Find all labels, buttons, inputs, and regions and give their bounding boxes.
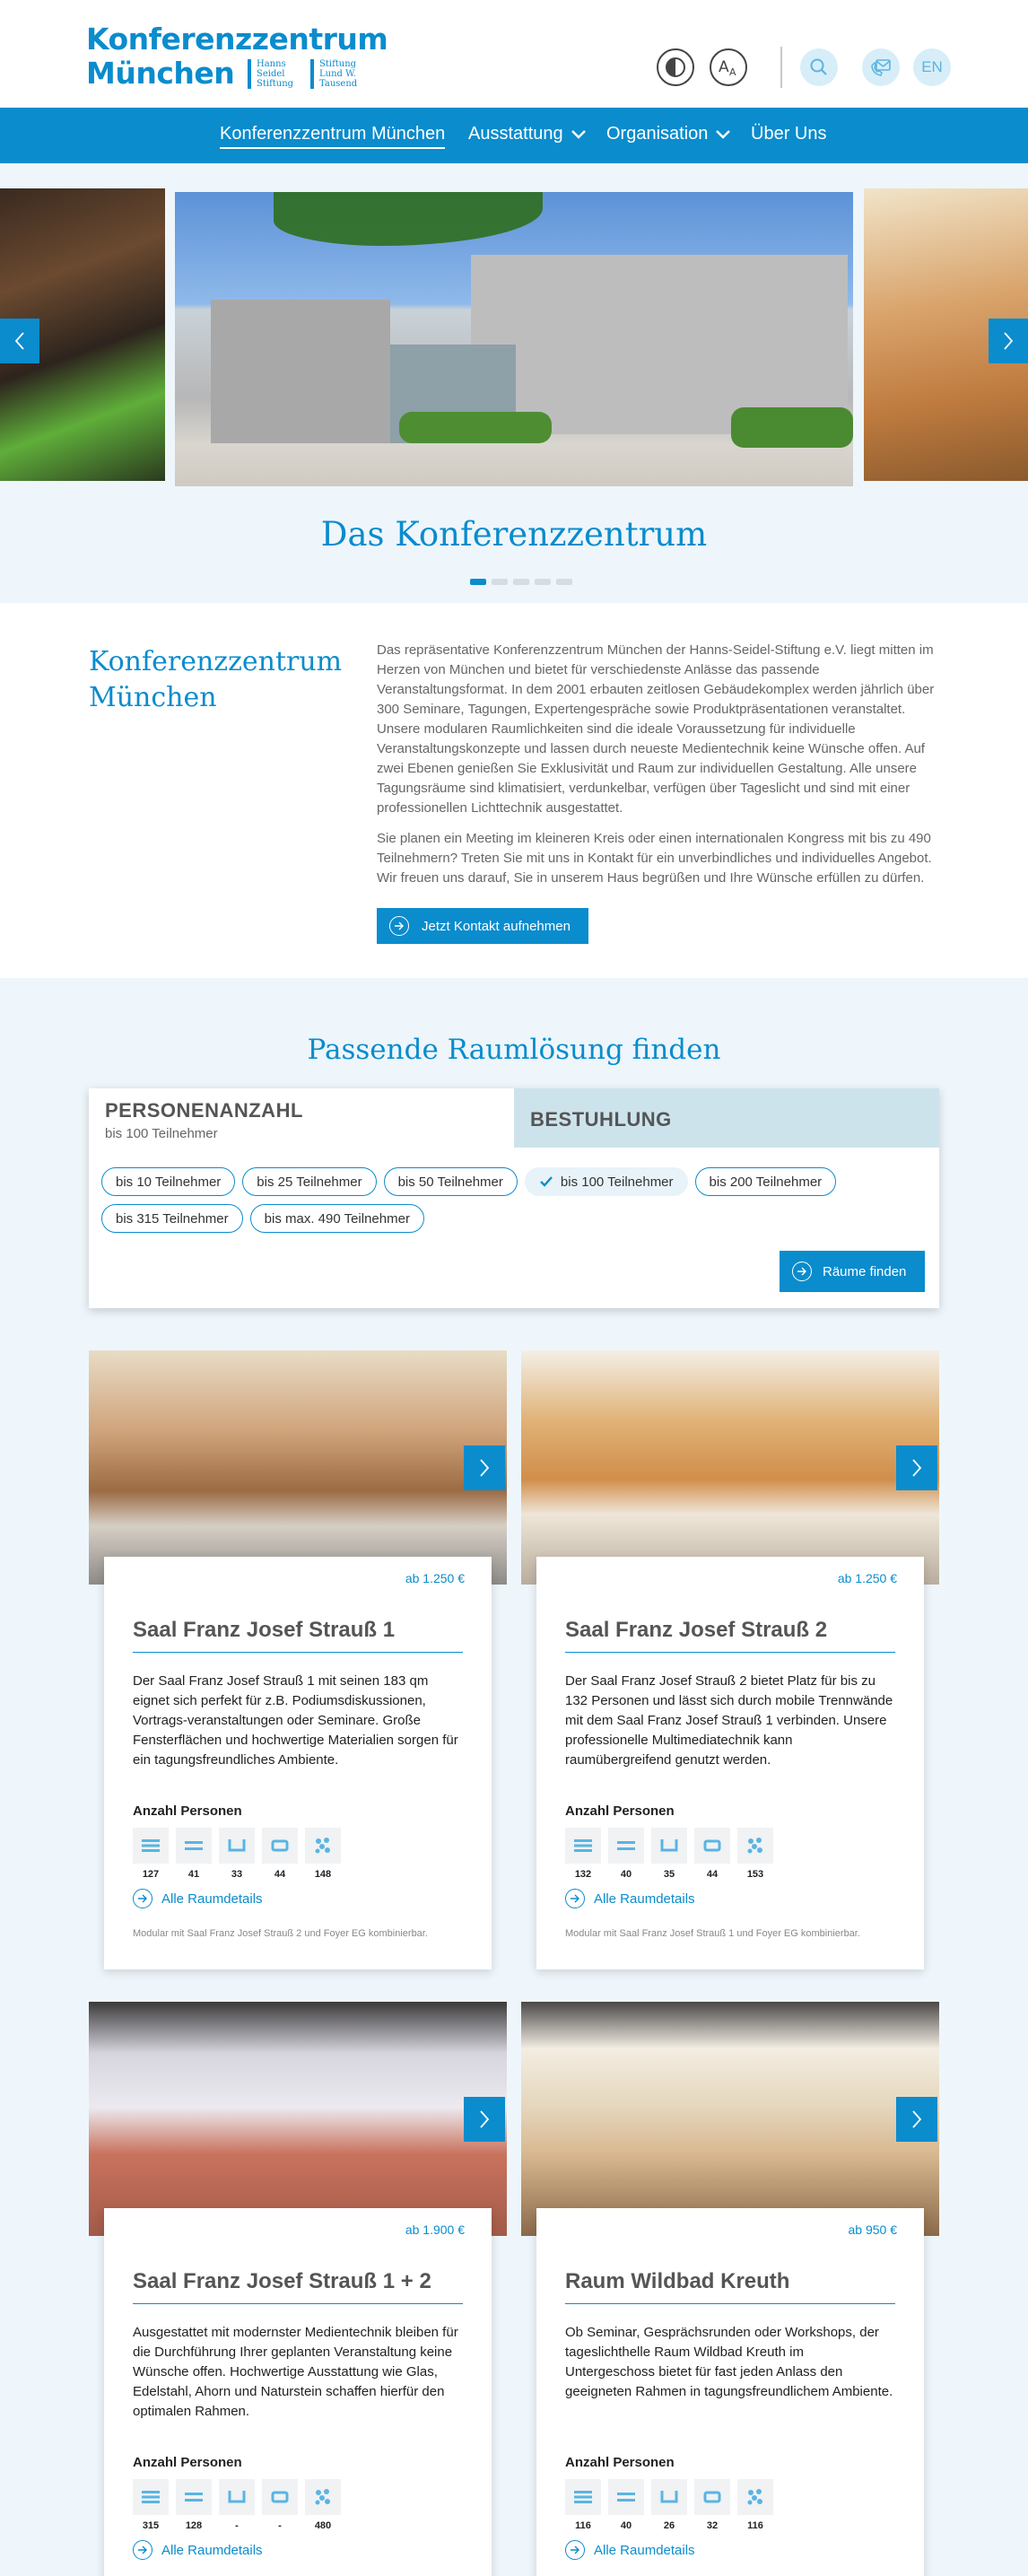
seat-count: 116 <box>575 2520 591 2531</box>
seat-option <box>565 2479 601 2531</box>
room-description: Ausgestattet mit modernster Medientechnik bleiben für die Durchführung Ihrer geplanten Veranstaltung keine Wünsche offen. Hochwertige Ausstattung wie Glas, Edelstahl, Ahorn und Naturstein schaffen hierfür den optimalen Rahmen. <box>133 2325 458 2419</box>
slider-dot[interactable] <box>470 579 486 585</box>
classroom-seating-icon <box>608 2479 644 2515</box>
room-image-next-button[interactable] <box>464 2097 505 2142</box>
search-icon <box>809 57 829 77</box>
room-name[interactable]: Saal Franz Josef Strauß 2 <box>565 1618 895 1653</box>
seat-count: 35 <box>663 1869 675 1880</box>
persons-label: Anzahl Personen <box>133 1803 242 1819</box>
intro-paragraph-2: Sie planen ein Meeting im kleineren Kreis oder einen internationalen Kongress mit bis zu 490 Teilnehmern? Treten Sie mit uns in Kontakt für ein unverbindliches und individuelles Angebot. Wir freuen uns darauf, Sie in unserem Haus begrüßen und Ihre Wünsche erfüllen zu dürfen. <box>377 831 932 886</box>
seat-option <box>133 2479 169 2531</box>
seat-option <box>565 1828 601 1880</box>
classroom-seating-icon <box>608 1828 644 1864</box>
room-image[interactable] <box>89 1350 507 1585</box>
seat-option <box>305 2479 341 2531</box>
nav-item-ausstattung[interactable] <box>468 124 587 144</box>
nav-label: Ausstattung <box>468 124 563 144</box>
seat-option <box>608 1828 644 1880</box>
room-price: ab 950 € <box>848 2222 897 2237</box>
finder-title: Passende Raumlösung finden <box>307 1034 721 1066</box>
block-seating-icon <box>262 1828 298 1864</box>
room-finder-panel <box>89 1088 939 1308</box>
slider-next-button[interactable] <box>989 319 1028 363</box>
banquet-seating-icon <box>305 1828 341 1864</box>
chevron-left-icon <box>13 331 26 351</box>
slider-dot[interactable] <box>535 579 551 585</box>
chevron-right-icon <box>478 1458 491 1478</box>
intro-paragraph-1: Das repräsentative Konferenzzentrum München der Hanns-Seidel-Stiftung e.V. liegt mitten im Herzen von München und bietet für verschiedenste Anlässe das passende Veranstaltungsformat. In dem 2001 erbauten zeitlosen Gebäudekomplex werden jährlich über 300 Seminare, Tagungen, Expertengespräche sowie Produktpräsentationen veranstaltet. Unsere modularen Raumlichkeiten sind die ideale Voraussetzung für individuelle Veranstaltungskonzepte und lassen durch neueste Medientechnik keine Wünsche offen. Auf zwei Ebenen genießen Sie Exklusivität und Raum zur individuellen Gestaltung. Alle unsere Tagungsräume sind klimatisiert, verdunkelbar, verfügen über Tageslicht und sind mit einer professionellen Lichttechnik ausgestattet. <box>377 642 935 816</box>
arrow-right-circle-icon <box>792 1262 812 1281</box>
seating-options <box>565 2479 773 2531</box>
nav-item-konferenzzentrum[interactable] <box>220 124 445 149</box>
slide-image-current <box>175 192 853 486</box>
nav-item-ueber-uns[interactable] <box>751 124 826 144</box>
font-size-icon <box>717 57 740 78</box>
contrast-button[interactable] <box>657 48 694 86</box>
intro-title: Konferenzzentrum München <box>89 646 343 713</box>
language-button[interactable]: EN <box>913 48 951 86</box>
persons-label: Anzahl Personen <box>565 2455 675 2470</box>
tab-personenanzahl-label: PERSONENANZAHL <box>105 1099 303 1122</box>
room-card <box>104 1557 492 1969</box>
room-description: Der Saal Franz Josef Strauß 1 mit seinen 183 qm eignet sich perfekt für z.B. Podiumsdiskussionen, Vortrags-veranstaltungen oder Seminare. Große Fensterflächen und hochwertige Materialien sorgen für ein tagungsfreundliches Ambiente. <box>133 1673 458 1768</box>
cta-label: Jetzt Kontakt aufnehmen <box>422 918 571 934</box>
seat-count: 116 <box>747 2520 763 2531</box>
arrow-right-circle-icon <box>565 2540 585 2560</box>
seat-option <box>694 1828 730 1880</box>
seat-count: 480 <box>314 2520 332 2531</box>
seat-count: 40 <box>620 1869 632 1880</box>
parliament-seating-icon <box>133 1828 169 1864</box>
chevron-right-icon <box>910 2109 923 2129</box>
room-name[interactable]: Saal Franz Josef Strauß 1 + 2 <box>133 2269 463 2304</box>
u-shape-seating-icon <box>219 1828 255 1864</box>
option-chip-selected[interactable] <box>525 1167 688 1196</box>
room-note: Modular mit Saal Franz Josef Strauß 2 und Foyer EG kombinierbar. <box>133 1928 428 1939</box>
slider-dot[interactable] <box>492 579 508 585</box>
seat-option <box>133 1828 169 1880</box>
main-navigation <box>0 108 1028 163</box>
seat-count: - <box>235 2520 239 2531</box>
room-details-link[interactable] <box>133 2540 263 2560</box>
site-header <box>0 0 1028 108</box>
parliament-seating-icon <box>565 2479 601 2515</box>
room-details-link[interactable] <box>133 1889 263 1908</box>
room-details-label: Alle Raumdetails <box>161 2542 263 2558</box>
classroom-seating-icon <box>176 1828 212 1864</box>
chevron-down-icon <box>571 129 587 140</box>
check-icon <box>539 1175 553 1188</box>
logo[interactable] <box>86 22 388 93</box>
block-seating-icon <box>694 2479 730 2515</box>
room-description: Ob Seminar, Gesprächsrunden oder Workshops, der tageslichthelle Raum Wildbad Kreuth im Untergeschoss bietet für fast jeden Anlass den geeigneten Rahmen in tagungsfreundlichem Ambiente. <box>565 2325 893 2399</box>
room-note: Modular mit Saal Franz Josef Strauß 1 und Foyer EG kombinierbar. <box>565 1928 860 1939</box>
option-chip[interactable]: bis 50 Teilnehmer <box>384 1167 518 1196</box>
slider-dot[interactable] <box>556 579 572 585</box>
room-price: ab 1.900 € <box>405 2222 465 2237</box>
room-price: ab 1.250 € <box>837 1571 897 1585</box>
contrast-icon <box>665 57 686 78</box>
arrow-right-circle-icon <box>133 1889 152 1908</box>
persons-options <box>101 1167 927 1233</box>
arrow-right-circle-icon <box>565 1889 585 1908</box>
banquet-seating-icon <box>737 1828 773 1864</box>
nav-label: Organisation <box>606 124 709 144</box>
intro-text <box>377 641 940 899</box>
room-description: Der Saal Franz Josef Strauß 2 bietet Platz für bis zu 132 Personen und lässt sich durch mobile Trennwände mit dem Saal Franz Josef Strauß 1 verbinden. Unsere professionelle Multimediatechnik kann raumübergreifend genutzt werden. <box>565 1673 893 1768</box>
chevron-right-icon <box>478 2109 491 2129</box>
seat-option <box>176 2479 212 2531</box>
arrow-right-circle-icon <box>389 916 409 936</box>
seat-option <box>737 1828 773 1880</box>
logo-line2: München <box>86 56 235 91</box>
room-details-link[interactable] <box>565 1889 695 1908</box>
slider-dots <box>470 579 572 585</box>
seat-option <box>262 1828 298 1880</box>
seat-option <box>651 2479 687 2531</box>
seat-count: 33 <box>231 1869 243 1880</box>
slider-dot[interactable] <box>513 579 529 585</box>
seating-options <box>133 2479 341 2531</box>
seat-count: 26 <box>663 2520 675 2531</box>
slider-title: Das Konferenzzentrum <box>320 515 708 554</box>
room-details-label: Alle Raumdetails <box>594 1891 695 1907</box>
seat-count: 148 <box>314 1869 332 1880</box>
tab-personenanzahl[interactable] <box>89 1088 514 1148</box>
block-seating-icon <box>694 1828 730 1864</box>
contact-cta-button[interactable] <box>377 908 588 944</box>
room-image-next-button[interactable] <box>464 1445 505 1490</box>
banquet-seating-icon <box>737 2479 773 2515</box>
arrow-right-circle-icon <box>133 2540 152 2560</box>
nav-label: Konferenzzentrum München <box>220 124 446 144</box>
u-shape-seating-icon <box>219 2479 255 2515</box>
seating-options <box>133 1828 341 1880</box>
room-details-link[interactable] <box>565 2540 695 2560</box>
room-image[interactable] <box>89 2002 507 2236</box>
room-image-next-button[interactable] <box>896 2097 937 2142</box>
seat-count: 132 <box>574 1869 592 1880</box>
nav-item-organisation[interactable] <box>606 124 731 144</box>
banquet-seating-icon <box>305 2479 341 2515</box>
option-chip[interactable]: bis 200 Teilnehmer <box>695 1167 837 1196</box>
option-chip[interactable]: bis 10 Teilnehmer <box>101 1167 235 1196</box>
parliament-seating-icon <box>133 2479 169 2515</box>
seat-count: 128 <box>185 2520 203 2531</box>
seat-count: 315 <box>142 2520 160 2531</box>
seat-count: 40 <box>620 2520 632 2531</box>
room-image-next-button[interactable] <box>896 1445 937 1490</box>
room-image[interactable] <box>521 1350 939 1585</box>
seat-option <box>262 2479 298 2531</box>
seat-count: 127 <box>142 1869 160 1880</box>
option-chip[interactable]: bis max. 490 Teilnehmer <box>250 1204 424 1233</box>
font-size-button[interactable] <box>710 48 747 86</box>
seat-option <box>651 1828 687 1880</box>
u-shape-seating-icon <box>651 2479 687 2515</box>
room-price: ab 1.250 € <box>405 1571 465 1585</box>
seat-count: 44 <box>274 1869 286 1880</box>
tab-personenanzahl-value: bis 100 Teilnehmer <box>105 1126 218 1141</box>
seat-option <box>305 1828 341 1880</box>
room-image[interactable] <box>521 2002 939 2236</box>
chevron-down-icon <box>715 129 731 140</box>
logo-mark-hss: Hanns Seidel Stiftung <box>248 59 301 89</box>
seat-option <box>737 2479 773 2531</box>
seat-option <box>694 2479 730 2531</box>
find-rooms-button[interactable] <box>780 1251 925 1292</box>
logo-mark-stiftung: Stiftung Lund W. Tausend <box>310 59 364 89</box>
header-separator <box>780 47 782 88</box>
search-button[interactable] <box>800 48 838 86</box>
hero-slider <box>0 163 1028 603</box>
seat-option <box>176 1828 212 1880</box>
contact-icon <box>870 57 892 77</box>
block-seating-icon <box>262 2479 298 2515</box>
u-shape-seating-icon <box>651 1828 687 1864</box>
seat-option <box>608 2479 644 2531</box>
svg-text:A: A <box>719 58 729 76</box>
seating-options <box>565 1828 773 1880</box>
logo-line1: Konferenzzentrum <box>86 22 388 57</box>
seat-count: 153 <box>746 1869 764 1880</box>
svg-text:A: A <box>729 66 736 78</box>
room-card <box>536 1557 924 1969</box>
room-name[interactable]: Saal Franz Josef Strauß 1 <box>133 1618 463 1653</box>
chevron-right-icon <box>1002 331 1015 351</box>
chevron-right-icon <box>910 1458 923 1478</box>
nav-label: Über Uns <box>751 124 827 144</box>
room-card <box>536 2208 924 2576</box>
parliament-seating-icon <box>565 1828 601 1864</box>
seat-option <box>219 1828 255 1880</box>
seat-option <box>219 2479 255 2531</box>
option-chip[interactable]: bis 315 Teilnehmer <box>101 1204 243 1233</box>
contact-button[interactable] <box>862 48 900 86</box>
persons-label: Anzahl Personen <box>133 2455 242 2470</box>
seat-count: 32 <box>706 2520 719 2531</box>
room-card <box>104 2208 492 2576</box>
tab-bestuhlung[interactable]: BESTUHLUNG <box>514 1088 939 1148</box>
seat-count: 41 <box>187 1869 200 1880</box>
seat-count: 44 <box>706 1869 719 1880</box>
find-rooms-label: Räume finden <box>823 1263 907 1279</box>
option-label: bis 100 Teilnehmer <box>560 1174 674 1190</box>
persons-label: Anzahl Personen <box>565 1803 675 1819</box>
seat-count: - <box>278 2520 282 2531</box>
room-name[interactable]: Raum Wildbad Kreuth <box>565 2269 895 2304</box>
option-chip[interactable]: bis 25 Teilnehmer <box>242 1167 376 1196</box>
slider-prev-button[interactable] <box>0 319 39 363</box>
classroom-seating-icon <box>176 2479 212 2515</box>
room-details-label: Alle Raumdetails <box>161 1891 263 1907</box>
room-details-label: Alle Raumdetails <box>594 2542 695 2558</box>
